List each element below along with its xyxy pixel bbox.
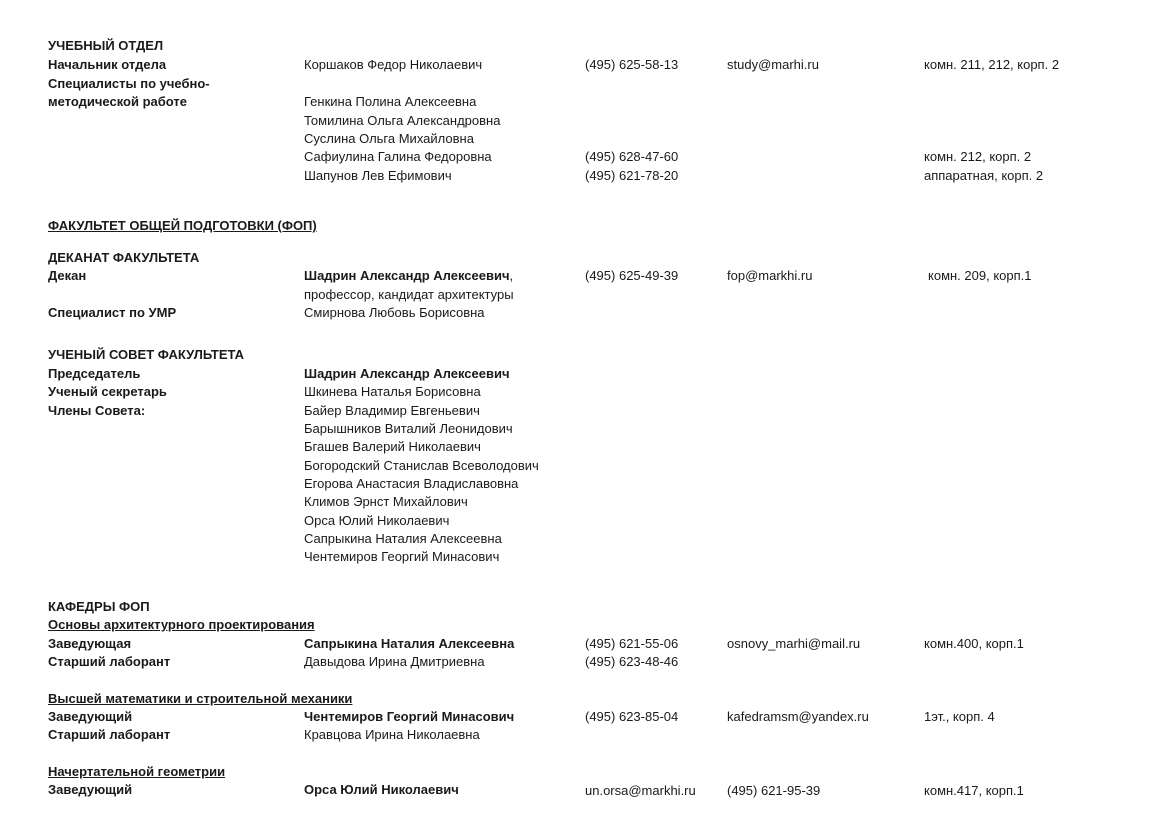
faculty-title: ФАКУЛЬТЕТ ОБЩЕЙ ПОДГОТОВКИ (ФОП) <box>48 218 317 233</box>
dean-title: профессор, кандидат архитектуры <box>304 287 514 302</box>
specialist-name: Томилина Ольга Александровна <box>304 113 501 128</box>
council-member: Чентемиров Георгий Минасович <box>304 549 500 564</box>
council-chair-name: Шадрин Александр Алексеевич <box>304 366 510 381</box>
deanery-title: ДЕКАНАТ ФАКУЛЬТЕТА <box>48 250 200 265</box>
dean-name-line <box>304 268 513 283</box>
study-office-head-phone: (495) 625-58-13 <box>585 57 679 72</box>
study-office-head-room: комн. 211, 212, корп. 2 <box>924 57 1060 72</box>
department-head-email: kafedramsm@yandex.ru <box>727 709 869 724</box>
council-member: Бгашев Валерий Николаевич <box>304 439 481 454</box>
study-office-head-name: Коршаков Федор Николаевич <box>304 57 483 72</box>
department-head-email: osnovy_marhi@mail.ru <box>727 636 861 651</box>
specialist-room: комн. 212, корп. 2 <box>924 149 1032 164</box>
dean-role: Декан <box>48 268 87 283</box>
council-chair-role: Председатель <box>48 366 141 381</box>
department-head-name: Чентемиров Георгий Минасович <box>304 709 515 724</box>
specialists-role-line1: Специалисты по учебно- <box>48 76 210 91</box>
umr-name: Смирнова Любовь Борисовна <box>304 305 485 320</box>
specialist-room: аппаратная, корп. 2 <box>924 168 1044 183</box>
department-head-email: un.orsa@markhi.ru <box>585 783 696 798</box>
department-head-role: Заведующий <box>48 709 133 724</box>
specialist-name: Генкина Полина Алексеевна <box>304 94 477 109</box>
department-lab-role: Старший лаборант <box>48 654 171 669</box>
council-member: Байер Владимир Евгеньевич <box>304 403 480 418</box>
department-lab-phone: (495) 623-48-46 <box>585 654 679 669</box>
department-lab-name: Кравцова Ирина Николаевна <box>304 727 480 742</box>
department-head-room: комн.400, корп.1 <box>924 636 1024 651</box>
dean-phone: (495) 625-49-39 <box>585 268 679 283</box>
departments-title: КАФЕДРЫ ФОП <box>48 599 150 614</box>
specialist-name: Шапунов Лев Ефимович <box>304 168 452 183</box>
department-head-phone: (495) 623-85-04 <box>585 709 679 724</box>
specialist-phone: (495) 628-47-60 <box>585 149 679 164</box>
specialist-name: Сафиулина Галина Федоровна <box>304 149 492 164</box>
council-member: Сапрыкина Наталия Алексеевна <box>304 531 502 546</box>
department-name: Основы архитектурного проектирования <box>48 617 315 632</box>
dean-name: Шадрин Александр Алексеевич <box>304 268 510 283</box>
specialists-role-line2: методической работе <box>48 94 188 109</box>
specialist-phone: (495) 621-78-20 <box>585 168 679 183</box>
specialist-name: Суслина Ольга Михайловна <box>304 131 474 146</box>
dean-name-suffix: , <box>509 268 514 283</box>
council-member: Барышников Виталий Леонидович <box>304 421 513 436</box>
department-lab-name: Давыдова Ирина Дмитриевна <box>304 654 485 669</box>
council-members-role: Члены Совета: <box>48 403 146 418</box>
department-name: Начертательной геометрии <box>48 764 226 779</box>
council-member: Егорова Анастасия Владиславовна <box>304 476 519 491</box>
study-office-head-email: study@marhi.ru <box>727 57 819 72</box>
department-head-room: комн.417, корп.1 <box>924 783 1024 798</box>
study-office-head-role: Начальник отдела <box>48 57 167 72</box>
department-head-phone: (495) 621-55-06 <box>585 636 679 651</box>
council-secretary-role: Ученый секретарь <box>48 384 167 399</box>
department-head-room: 1эт., корп. 4 <box>924 709 995 724</box>
department-head-role: Заведующий <box>48 782 133 797</box>
council-member: Богородский Станислав Всеволодович <box>304 458 539 473</box>
department-lab-role: Старший лаборант <box>48 727 171 742</box>
department-head-name: Орса Юлий Николаевич <box>304 782 459 797</box>
council-member: Орса Юлий Николаевич <box>304 513 450 528</box>
department-head-role: Заведующая <box>48 636 132 651</box>
study-office-title: УЧЕБНЫЙ ОТДЕЛ <box>48 38 164 53</box>
dean-room: комн. 209, корп.1 <box>928 268 1032 283</box>
department-name: Высшей математики и строительной механики <box>48 691 353 706</box>
dean-email: fop@markhi.ru <box>727 268 813 283</box>
council-title: УЧЕНЫЙ СОВЕТ ФАКУЛЬТЕТА <box>48 347 245 362</box>
department-head-name: Сапрыкина Наталия Алексеевна <box>304 636 515 651</box>
council-secretary-name: Шкинева Наталья Борисовна <box>304 384 481 399</box>
department-head-phone: (495) 621-95-39 <box>727 783 821 798</box>
umr-role: Специалист по УМР <box>48 305 177 320</box>
council-member: Климов Эрнст Михайлович <box>304 494 468 509</box>
